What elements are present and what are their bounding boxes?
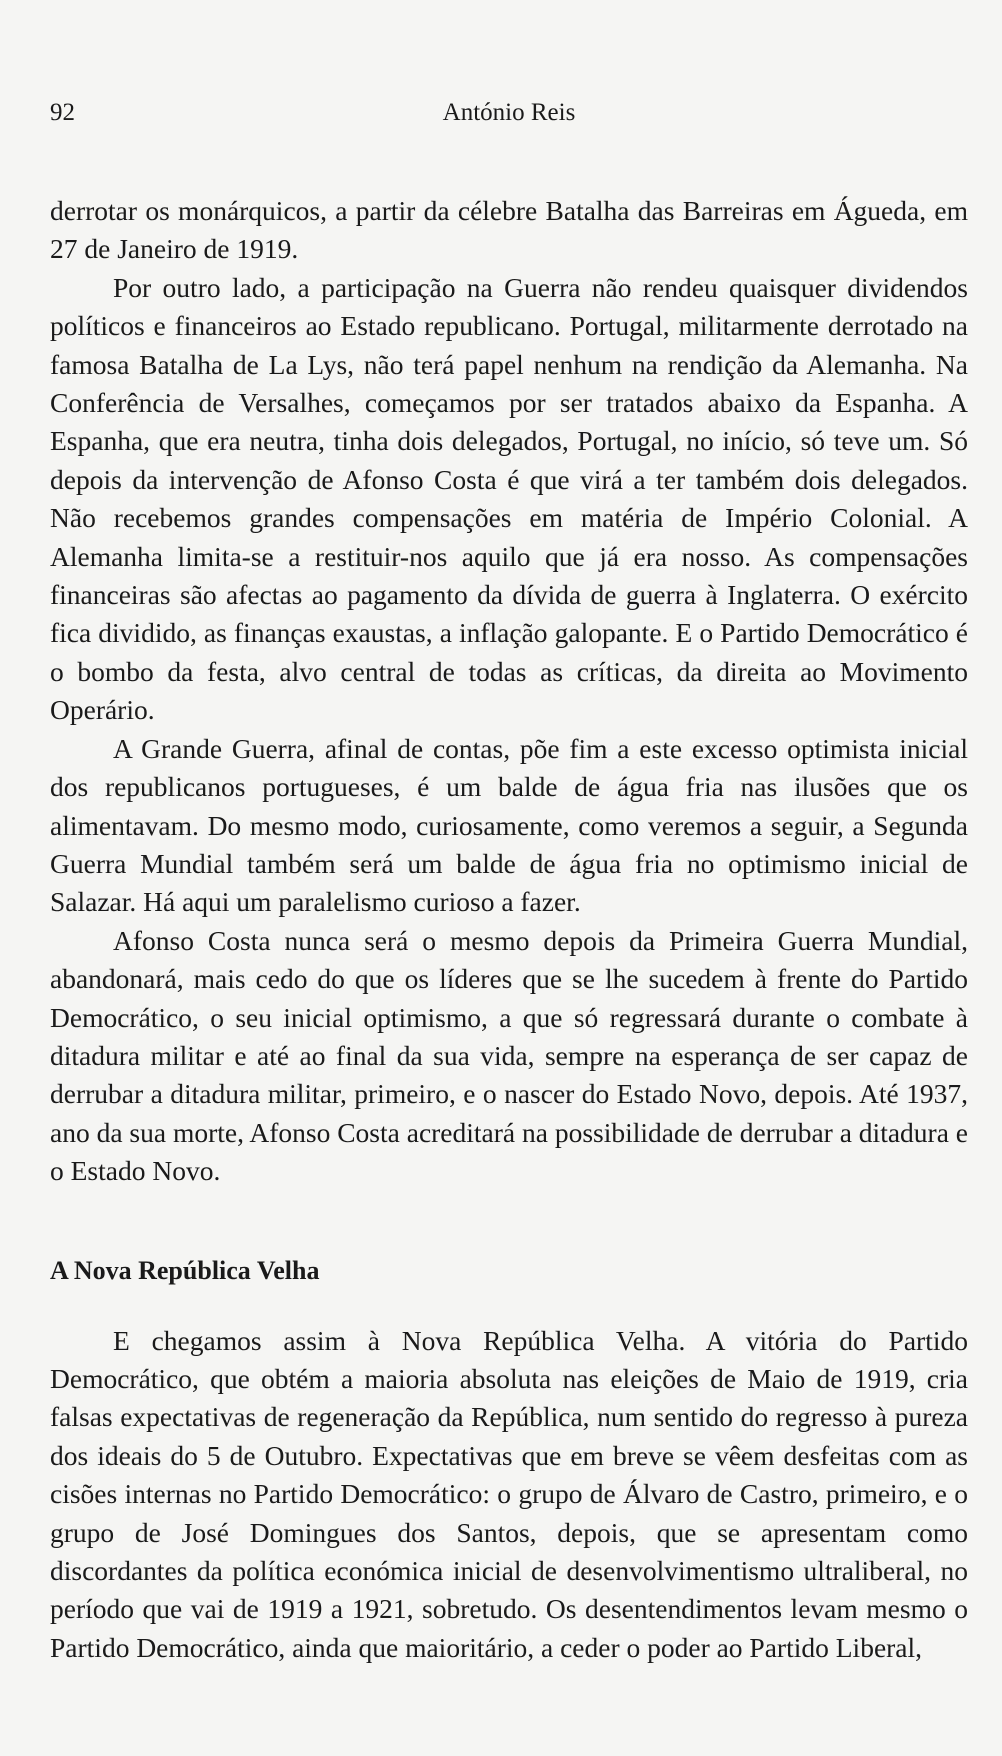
paragraph: Por outro lado, a participação na Guerra não rendeu quaisquer dividendos políticos e financeiros ao Estado republicano. Portugal, militarmente derrotado na famosa Batalha de La Lys, não terá papel nenhum na rendição da Alemanha. Na Conferência de Versalhes, começamos por ser tratados abaixo da Espanha. A Espanha, que era neutra, tinha dois delegados, Portugal, no início, só teve um. Só depois da intervenção de Afonso Costa é que virá a ter também dois delegados. Não recebemos grandes compensações em matéria de Império Colonial. A Alemanha limita-se a restituir-nos aquilo que já era nosso. As compensações financeiras são afectas ao pagamento da dívida de guerra à Inglaterra. O exército fica dividido, as finanças exaustas, a inflação galopante. E o Partido Democrático é o bombo da festa, alvo central de todas as críticas, da direita ao Movimento Operário. — [50, 271, 968, 726]
body-text — [50, 192, 968, 1667]
paragraph-continued: derrotar os monárquicos, a partir da célebre Batalha das Barreiras em Águeda, em 27 de Janeiro de 1919. — [50, 195, 968, 265]
paragraph: E chegamos assim à Nova República Velha. A vitória do Partido Democrático, que obtém a maioria absoluta nas eleições de Maio de 1919, cria falsas expectativas de regeneração da República, num sentido do regresso à pureza dos ideais do 5 de Outubro. Expectativas que em breve se vêem desfeitas com as cisões internas no Partido Democrático: o grupo de Álvaro de Castro, primeiro, e o grupo de José Domingues dos Santos, depois, que se apresentam como discordantes da política económica inicial de desenvolvimentismo ultraliberal, no período que vai de 1919 a 1921, sobretudo. Os desentendimentos levam mesmo o Partido Democrático, ainda que maioritário, a ceder o poder ao Partido Liberal, — [50, 1324, 968, 1663]
running-head — [50, 96, 968, 130]
page-number: 92 — [50, 99, 75, 126]
paragraph: Afonso Costa nunca será o mesmo depois da Primeira Guerra Mundial, abandonará, mais cedo do que os líderes que se lhe sucedem à frente do Partido Democrático, o seu inicial optimismo, a que só regressará durante o combate à ditadura militar e até ao final da sua vida, sempre na esperança de ser capaz de derrubar a ditadura militar, primeiro, e o nascer do Estado Novo, depois. Até 1937, ano da sua morte, Afonso Costa acreditará na possibilidade de derrubar a ditadura e o Estado Novo. — [50, 924, 968, 1187]
running-title: António Reis — [442, 99, 576, 126]
section-heading: A Nova República Velha — [50, 1255, 320, 1285]
paragraph: A Grande Guerra, afinal de contas, põe fim a este excesso optimista inicial dos republicanos portugueses, é um balde de água fria nas ilusões que os alimentavam. Do mesmo modo, curiosamente, como veremos a seguir, a Segunda Guerra Mundial também será um balde de água fria no optimismo inicial de Salazar. Há aqui um paralelismo curioso a fazer. — [50, 732, 968, 918]
